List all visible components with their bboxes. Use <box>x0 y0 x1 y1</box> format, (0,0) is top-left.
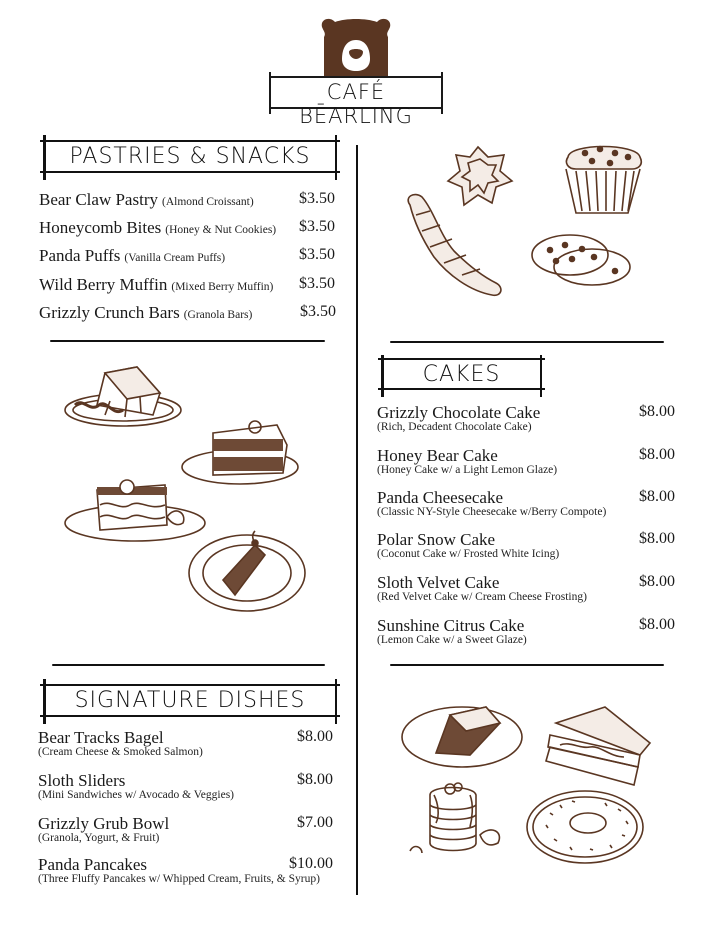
bear-head-icon <box>318 17 394 77</box>
menu-item <box>39 275 273 295</box>
section-header-pastries <box>40 140 340 173</box>
item-price: $7.00 <box>297 814 333 831</box>
item-name: Sloth Sliders <box>38 771 126 790</box>
item-name: Panda Cheesecake <box>377 488 504 507</box>
item-desc: (Mixed Berry Muffin) <box>171 281 274 293</box>
pastries-illustration <box>400 135 650 300</box>
item-price: $8.00 <box>639 488 675 505</box>
divider <box>390 664 664 666</box>
divider <box>390 341 664 343</box>
item-desc: (Vanilla Cream Puffs) <box>124 252 226 264</box>
menu-item <box>39 246 225 266</box>
item-price: $3.50 <box>299 246 335 263</box>
item-desc: (Classic NY-Style Cheesecake w/Berry Compote) <box>377 506 607 518</box>
item-desc: (Honey Cake w/ a Light Lemon Glaze) <box>377 464 558 476</box>
item-desc: (Cream Cheese & Smoked Salmon) <box>38 746 203 758</box>
item-price: $8.00 <box>639 573 675 590</box>
item-name: Sloth Velvet Cake <box>377 573 500 592</box>
item-name: Wild Berry Muffin <box>39 275 168 294</box>
section-title: SIGNATURE DISHES <box>74 688 306 713</box>
item-price: $3.50 <box>299 275 335 292</box>
item-price: $8.00 <box>639 616 675 633</box>
cafe-name: CAFÉ BĒARLING <box>299 80 413 128</box>
item-desc: (Rich, Decadent Chocolate Cake) <box>377 421 532 433</box>
item-desc: (Coconut Cake w/ Frosted White Icing) <box>377 548 560 560</box>
item-name: Bear Claw Pastry <box>39 190 158 209</box>
item-desc: (Granola Bars) <box>183 309 253 321</box>
item-price: $8.00 <box>639 446 675 463</box>
item-price: $8.00 <box>297 728 333 745</box>
item-desc: (Almond Croissant) <box>161 196 254 208</box>
item-desc: (Lemon Cake w/ a Sweet Glaze) <box>377 634 527 646</box>
menu-item <box>39 190 254 210</box>
item-desc: (Three Fluffy Pancakes w/ Whipped Cream, Fruits, & Syrup) <box>38 873 320 885</box>
item-name: Bear Tracks Bagel <box>38 728 164 747</box>
item-desc: (Red Velvet Cake w/ Cream Cheese Frosting) <box>377 591 587 603</box>
cake-slices-illustration <box>55 355 315 620</box>
breakfast-illustration <box>400 695 660 870</box>
column-divider <box>356 145 358 895</box>
item-name: Polar Snow Cake <box>377 530 496 549</box>
section-title: CAKES <box>422 362 501 387</box>
item-price: $3.50 <box>300 303 336 320</box>
item-name: Panda Puffs <box>39 246 121 265</box>
item-name: Honey Bear Cake <box>377 446 498 465</box>
item-price: $8.00 <box>639 530 675 547</box>
menu-item <box>39 218 276 238</box>
divider <box>50 340 325 342</box>
item-price: $10.00 <box>289 855 333 872</box>
item-name: Grizzly Chocolate Cake <box>377 403 541 422</box>
menu-item <box>39 303 252 323</box>
item-desc: (Honey & Nut Cookies) <box>165 224 277 236</box>
divider <box>52 664 325 666</box>
item-price: $3.50 <box>299 218 335 235</box>
section-header-signature <box>40 684 340 717</box>
item-name: Grizzly Grub Bowl <box>38 814 170 833</box>
item-name: Grizzly Crunch Bars <box>39 303 180 322</box>
item-name: Honeycomb Bites <box>39 218 162 237</box>
item-price: $8.00 <box>297 771 333 788</box>
item-desc: (Mini Sandwiches w/ Avocado & Veggies) <box>38 789 235 801</box>
item-name: Sunshine Citrus Cake <box>377 616 525 635</box>
item-desc: (Granola, Yogurt, & Fruit) <box>38 832 160 844</box>
item-price: $8.00 <box>639 403 675 420</box>
item-price: $3.50 <box>299 190 335 207</box>
section-title: PASTRIES & SNACKS <box>69 144 311 169</box>
logo-nameplate <box>269 76 443 128</box>
section-header-cakes <box>378 358 545 390</box>
item-name: Panda Pancakes <box>38 855 148 874</box>
